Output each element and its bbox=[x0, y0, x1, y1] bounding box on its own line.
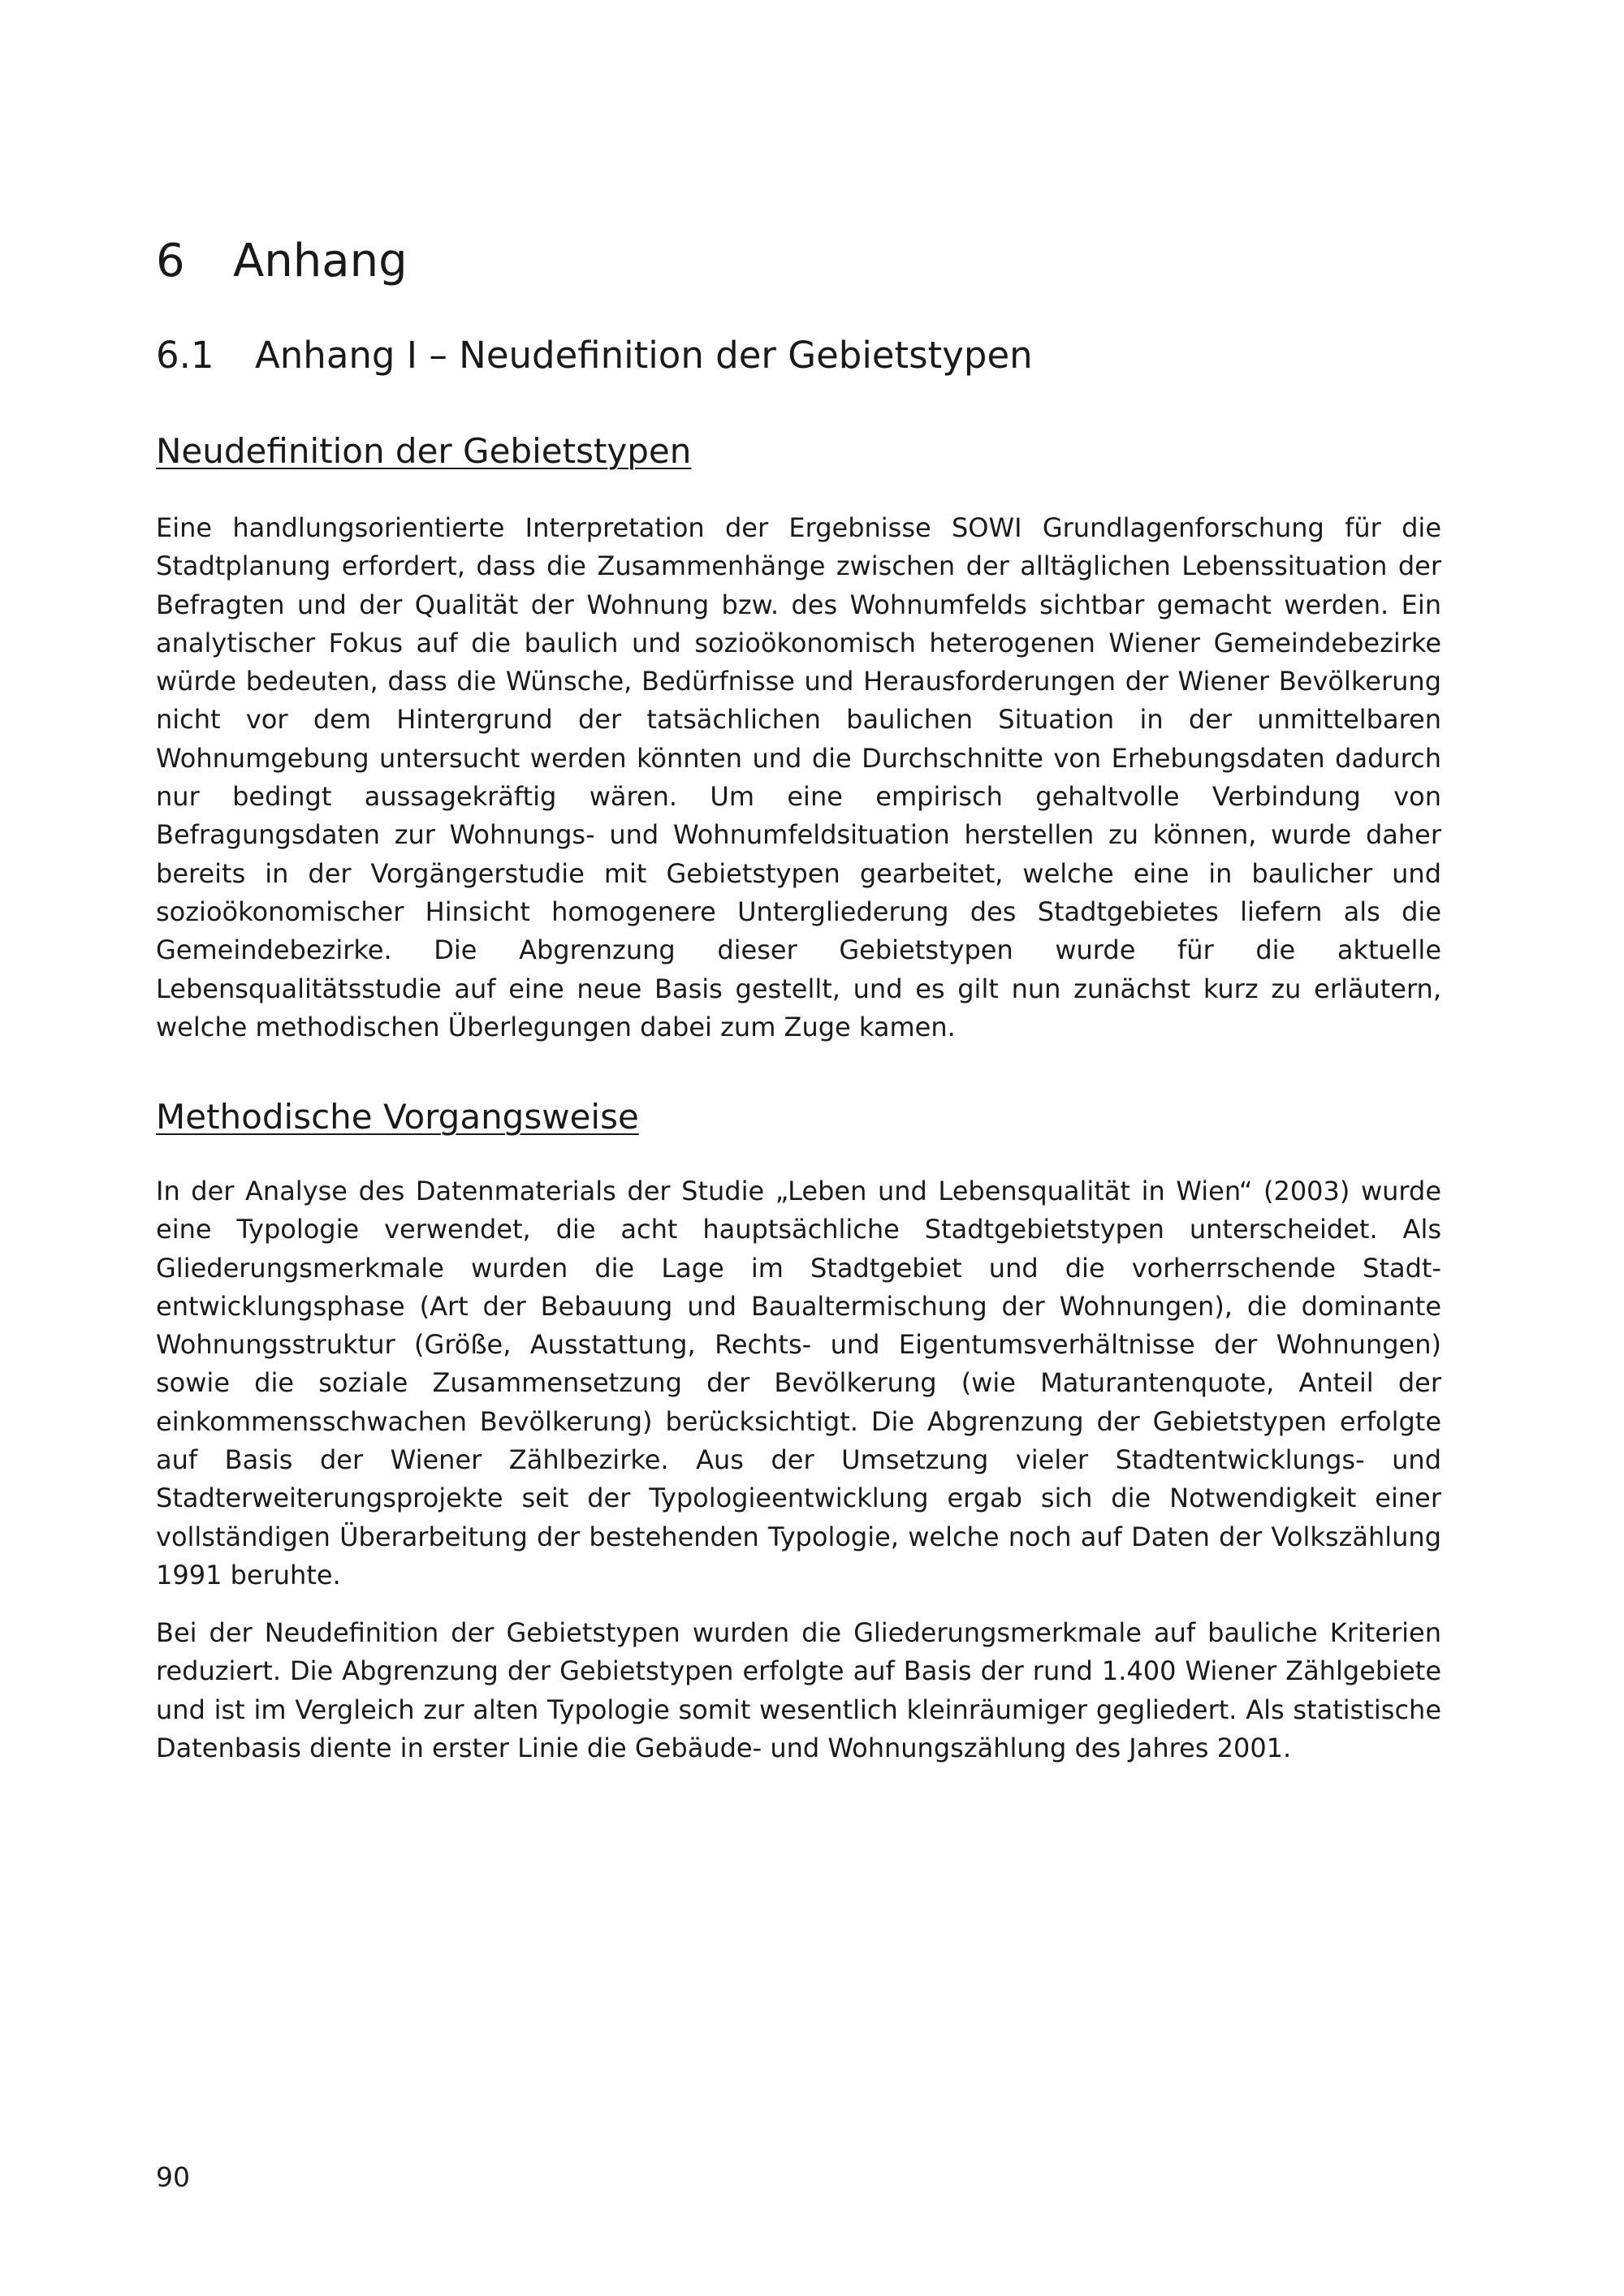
subsection-heading-methodische-vorgangsweise: Methodische Vorgangsweise bbox=[156, 1097, 639, 1137]
document-page bbox=[156, 0, 1441, 2296]
paragraph-methodik-1: In der Analyse des Datenmaterials der Studie „Leben und Lebensqualität in Wien“ (2003) wurde eine Typologie verwendet, die acht hauptsächliche Stadtgebietstypen unterscheidet. Als Gliederungsmerkmale wurden die Lage im Stadtgebiet und die vorherrschende Stadtentwicklungsphase (Art der Bebauung und Baualtermischung der Wohnungen), die dominante Wohnungsstruktur (Größe, Ausstattung, Rechts- und Eigentumsverhältnisse der Wohnungen) sowie die soziale Zusammensetzung der Bevölkerung (wie Maturantenquote, Anteil der einkommensschwachen Bevölkerung) berücksichtigt. Die Abgrenzung der Gebietstypen erfolgte auf Basis der Wiener Zählbezirke. Aus der Umsetzung vieler Stadtentwicklungs- und Stadterweiterungsprojekte seit der Typologieentwicklung ergab sich die Notwendigkeit einer vollständigen Überarbeitung der bestehenden Typologie, welche noch auf Daten der Volkszählung 1991 beruhte. bbox=[156, 1176, 1441, 1590]
paragraph-neudefinition: Eine handlungsorientierte Interpretation der Ergebnisse SOWI Grundlagenforschung für die Stadtplanung erfordert, dass die Zusammenhänge zwischen der alltäglichen Lebenssituation der Befragten und der Qualität der Wohnung bzw. des Wohnumfelds sichtbar gemacht werden. Ein analytischer Fokus auf die baulich und sozioökonomisch heterogenen Wiener Gemeindebezirke würde bedeuten, dass die Wünsche, Bedürfnisse und Herausforderungen der Wiener Bevölkerung nicht vor dem Hintergrund der tatsächlichen baulichen Situation in der unmittelbaren Wohnumgebung untersucht werden könnten und die Durchschnitte von Erhebungsdaten dadurch nur bedingt aussagekräftig wären. Um eine empirisch gehaltvolle Verbindung von Befragungsdaten zur Wohnungs- und Wohnumfeldsituation herstellen zu können, wurde daher bereits in der Vorgängerstudie mit Gebietstypen gearbeitet, welche eine in baulicher und sozioökonomischer Hinsicht homogenere Untergliederung des Stadtgebietes liefern als die Gemeindebezirke. Die Abgrenzung dieser Gebietstypen wurde für die aktuelle Lebensqualitätsstudie auf eine neue Basis gestellt, und es gilt nun zunächst kurz zu erläutern, welche methodischen Überlegungen dabei zum Zuge kamen. bbox=[156, 512, 1441, 1042]
paragraph-methodik-2: Bei der Neudefinition der Gebietstypen wurden die Gliederungsmerkmale auf bauliche Kriterien reduziert. Die Abgrenzung der Gebietstypen erfolgte auf Basis der rund 1.400 Wiener Zählgebiete und ist im Vergleich zur alten Typologie somit wesentlich kleinräumiger gegliedert. Als statistische Datenbasis diente in erster Linie die Gebäude- und Wohnungszählung des Jahres 2001. bbox=[156, 1617, 1441, 1763]
page-number: 90 bbox=[156, 2161, 190, 2193]
section-number: 6.1 bbox=[156, 334, 214, 377]
section-heading bbox=[156, 333, 1033, 378]
chapter-title: Anhang bbox=[233, 235, 408, 287]
subsection-heading-neudefinition: Neudefinition der Gebietstypen bbox=[156, 431, 692, 471]
chapter-heading bbox=[156, 234, 408, 289]
chapter-number: 6 bbox=[156, 235, 185, 287]
section-title: Anhang I – Neudefinition der Gebietstypen bbox=[255, 334, 1033, 377]
